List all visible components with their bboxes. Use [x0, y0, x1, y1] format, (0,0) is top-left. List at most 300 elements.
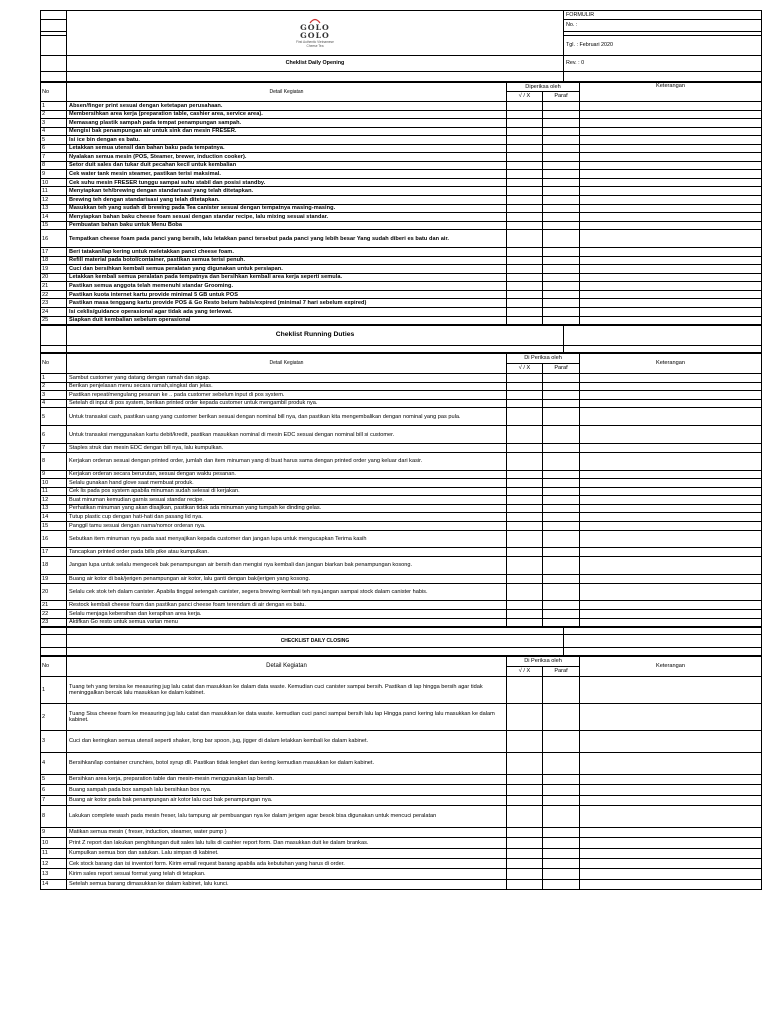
row-activity: Refill material pada botol/container, pastikan semua terisi penuh. [67, 256, 507, 265]
row-paraf-cell[interactable] [543, 704, 580, 731]
row-paraf-cell[interactable] [543, 178, 580, 187]
row-paraf-cell[interactable] [543, 521, 580, 530]
row-paraf-cell[interactable] [543, 316, 580, 325]
row-check-cell[interactable] [507, 548, 543, 557]
row-keterangan-cell[interactable] [580, 574, 762, 583]
row-check-cell[interactable] [507, 307, 543, 316]
row-number: 13 [41, 869, 67, 879]
row-paraf-cell[interactable] [543, 827, 580, 837]
row-keterangan-cell[interactable] [580, 408, 762, 426]
row-check-cell[interactable] [507, 496, 543, 505]
row-number: 18 [41, 256, 67, 265]
row-keterangan-cell[interactable] [580, 119, 762, 128]
row-check-cell[interactable] [507, 273, 543, 282]
row-check-cell[interactable] [507, 610, 543, 619]
row-keterangan-cell[interactable] [580, 827, 762, 837]
row-check-cell[interactable] [507, 196, 543, 205]
row-paraf-cell[interactable] [543, 752, 580, 774]
closing-table [40, 656, 762, 890]
checklist-row [41, 858, 762, 868]
row-paraf-cell[interactable] [543, 127, 580, 136]
row-number: 17 [41, 248, 67, 257]
row-activity: Matikan semua mesin ( freser, induction, steamer, water pump ) [67, 827, 507, 837]
row-keterangan-cell[interactable] [580, 731, 762, 753]
row-keterangan-cell[interactable] [580, 204, 762, 213]
row-keterangan-cell[interactable] [580, 858, 762, 868]
row-keterangan-cell[interactable] [580, 548, 762, 557]
row-keterangan-cell[interactable] [580, 487, 762, 496]
row-number: 19 [41, 265, 67, 274]
row-check-cell[interactable] [507, 119, 543, 128]
row-keterangan-cell[interactable] [580, 618, 762, 627]
checklist-row [41, 213, 762, 222]
row-check-cell[interactable] [507, 827, 543, 837]
checklist-row [41, 307, 762, 316]
checklist-row [41, 187, 762, 196]
checklist-row [41, 452, 762, 470]
row-check-cell[interactable] [507, 452, 543, 470]
row-paraf-cell[interactable] [543, 265, 580, 274]
row-paraf-cell[interactable] [543, 858, 580, 868]
row-keterangan-cell[interactable] [580, 785, 762, 795]
row-check-cell[interactable] [507, 838, 543, 848]
checklist-row [41, 795, 762, 805]
checklist-row [41, 144, 762, 153]
row-paraf-cell[interactable] [543, 307, 580, 316]
row-number: 1 [41, 374, 67, 383]
row-keterangan-cell[interactable] [580, 127, 762, 136]
col-diperiksa: Diperiksa oleh [507, 83, 580, 92]
row-paraf-cell[interactable] [543, 221, 580, 230]
row-paraf-cell[interactable] [543, 838, 580, 848]
row-activity: Cek lis pada pos system apabila minuman sudah selesai di kerjakan. [67, 487, 507, 496]
row-activity: Jangan lupa untuk selalu mengecek bak penampungan air bersih dan mengisi nya kembali dan jangan biarkan bak penampungan kosong. [67, 557, 507, 575]
row-check-cell[interactable] [507, 110, 543, 119]
row-keterangan-cell[interactable] [580, 610, 762, 619]
row-paraf-cell[interactable] [543, 879, 580, 889]
row-number: 21 [41, 601, 67, 610]
row-check-cell[interactable] [507, 178, 543, 187]
row-check-cell[interactable] [507, 752, 543, 774]
row-keterangan-cell[interactable] [580, 470, 762, 479]
logo-line1: GOLO [300, 23, 330, 33]
row-keterangan-cell[interactable] [580, 136, 762, 145]
row-paraf-cell[interactable] [543, 785, 580, 795]
row-paraf-cell[interactable] [543, 557, 580, 575]
row-number: 22 [41, 290, 67, 299]
row-paraf-cell[interactable] [543, 374, 580, 383]
checklist-row [41, 110, 762, 119]
row-paraf-cell[interactable] [543, 273, 580, 282]
doc-rev: Rev. : 0 [564, 56, 762, 72]
row-keterangan-cell[interactable] [580, 144, 762, 153]
checklist-row [41, 230, 762, 248]
row-activity: Lakukan complete wash pada mesin freser, lalu tampung air pembuangan nya ke dalam jerigen agar besok bisa digunakan untuk mencuci peralatan [67, 805, 507, 827]
row-keterangan-cell[interactable] [580, 374, 762, 383]
row-keterangan-cell[interactable] [580, 530, 762, 548]
row-keterangan-cell[interactable] [580, 521, 762, 530]
col-detail: Detail Kegiatan [67, 354, 507, 374]
col-detail: Detail Kegiatan [67, 657, 507, 677]
row-paraf-cell[interactable] [543, 805, 580, 827]
row-number: 13 [41, 504, 67, 513]
row-number: 3 [41, 119, 67, 128]
row-paraf-cell[interactable] [543, 230, 580, 248]
checklist-row [41, 618, 762, 627]
row-keterangan-cell[interactable] [580, 391, 762, 400]
checklist-row [41, 299, 762, 308]
row-check-cell[interactable] [507, 127, 543, 136]
row-check-cell[interactable] [507, 374, 543, 383]
row-check-cell[interactable] [507, 282, 543, 291]
row-activity: Panggil tamu sesuai dengan nama/nomor orderan nya. [67, 521, 507, 530]
row-activity: Selalu menjaga kebersihan dan kerapihan area kerja. [67, 610, 507, 619]
row-activity: Membersihkan area kerja (preparation table, cashier area, service area). [67, 110, 507, 119]
row-check-cell[interactable] [507, 221, 543, 230]
row-keterangan-cell[interactable] [580, 316, 762, 325]
col-paraf: Paraf [543, 667, 580, 677]
checklist-row [41, 496, 762, 505]
row-paraf-cell[interactable] [543, 299, 580, 308]
row-check-cell[interactable] [507, 187, 543, 196]
row-paraf-cell[interactable] [543, 869, 580, 879]
row-check-cell[interactable] [507, 479, 543, 488]
row-keterangan-cell[interactable] [580, 153, 762, 162]
row-keterangan-cell[interactable] [580, 221, 762, 230]
row-number: 3 [41, 731, 67, 753]
row-paraf-cell[interactable] [543, 470, 580, 479]
col-detail: Detail Kegiatan [67, 83, 507, 102]
row-check-cell[interactable] [507, 256, 543, 265]
row-check-cell[interactable] [507, 677, 543, 704]
row-number: 1 [41, 677, 67, 704]
row-paraf-cell[interactable] [543, 601, 580, 610]
row-keterangan-cell[interactable] [580, 504, 762, 513]
checklist-row [41, 256, 762, 265]
row-paraf-cell[interactable] [543, 731, 580, 753]
row-paraf-cell[interactable] [543, 382, 580, 391]
row-paraf-cell[interactable] [543, 610, 580, 619]
row-keterangan-cell[interactable] [580, 444, 762, 453]
row-activity: Isi ceklis/guidance operasional agar tidak ada yang terlewat. [67, 307, 507, 316]
row-keterangan-cell[interactable] [580, 213, 762, 222]
row-check-cell[interactable] [507, 408, 543, 426]
row-check-cell[interactable] [507, 774, 543, 784]
row-activity: Cuci dan keringkan semua utensil seperti shaker, long bar spoon, jug, jigger di dalam letakkan kembali ke dalam kabinet. [67, 731, 507, 753]
col-no: No [41, 354, 67, 374]
row-activity: Aktifkan Go resto untuk semua varian menu [67, 618, 507, 627]
row-keterangan-cell[interactable] [580, 677, 762, 704]
row-check-cell[interactable] [507, 170, 543, 179]
row-number: 4 [41, 399, 67, 408]
row-check-cell[interactable] [507, 618, 543, 627]
row-check-cell[interactable] [507, 299, 543, 308]
row-paraf-cell[interactable] [543, 102, 580, 111]
row-keterangan-cell[interactable] [580, 299, 762, 308]
row-activity: Selalu gunakan hand glove saat membuat produk. [67, 479, 507, 488]
row-keterangan-cell[interactable] [580, 399, 762, 408]
row-activity: Tuang Sisa cheese foam ke measuring jug lalu catat dan masukkan ke data waste. kemudian cuci panci sampai bersih lalu lap Hingga panci kering lalu masukkan ke dalam kabinet. [67, 704, 507, 731]
running-title: Cheklist Running Duties [67, 326, 564, 346]
row-keterangan-cell[interactable] [580, 805, 762, 827]
row-number: 24 [41, 307, 67, 316]
col-no: No [41, 83, 67, 102]
row-paraf-cell[interactable] [543, 399, 580, 408]
row-number: 5 [41, 774, 67, 784]
row-keterangan-cell[interactable] [580, 583, 762, 601]
row-number: 2 [41, 382, 67, 391]
row-keterangan-cell[interactable] [580, 161, 762, 170]
row-paraf-cell[interactable] [543, 426, 580, 444]
checklist-row [41, 127, 762, 136]
row-check-cell[interactable] [507, 470, 543, 479]
row-activity: Menyiapkan bahan baku cheese foam sesuai dengan standar recipe, lalu mixing sesuai standar. [67, 213, 507, 222]
running-table [40, 353, 762, 627]
row-check-cell[interactable] [507, 848, 543, 858]
row-paraf-cell[interactable] [543, 144, 580, 153]
row-activity: Kerjakan orderan secara berurutan, sesuai dengan waktu pesanan. [67, 470, 507, 479]
row-check-cell[interactable] [507, 601, 543, 610]
row-activity: Brewing teh dengan standarisasi yang telah ditetapkan. [67, 196, 507, 205]
row-activity: Cek stock barang dan isi inventori form. Kirim email request barang apabila ada kebutuhan yang harus di order. [67, 858, 507, 868]
row-paraf-cell[interactable] [543, 774, 580, 784]
row-number: 4 [41, 752, 67, 774]
checklist-row [41, 265, 762, 274]
row-check-cell[interactable] [507, 444, 543, 453]
row-paraf-cell[interactable] [543, 119, 580, 128]
row-check-cell[interactable] [507, 161, 543, 170]
checklist-row [41, 374, 762, 383]
row-paraf-cell[interactable] [543, 574, 580, 583]
row-keterangan-cell[interactable] [580, 479, 762, 488]
row-keterangan-cell[interactable] [580, 704, 762, 731]
row-keterangan-cell[interactable] [580, 248, 762, 257]
row-keterangan-cell[interactable] [580, 452, 762, 470]
row-keterangan-cell[interactable] [580, 307, 762, 316]
row-paraf-cell[interactable] [543, 487, 580, 496]
row-check-cell[interactable] [507, 290, 543, 299]
row-paraf-cell[interactable] [543, 256, 580, 265]
row-keterangan-cell[interactable] [580, 178, 762, 187]
row-number: 21 [41, 282, 67, 291]
row-check-cell[interactable] [507, 136, 543, 145]
row-keterangan-cell[interactable] [580, 426, 762, 444]
row-keterangan-cell[interactable] [580, 290, 762, 299]
row-paraf-cell[interactable] [543, 282, 580, 291]
row-keterangan-cell[interactable] [580, 196, 762, 205]
row-check-cell[interactable] [507, 504, 543, 513]
row-check-cell[interactable] [507, 230, 543, 248]
row-activity: Cek water tank mesin steamer, pastikan terisi maksimal. [67, 170, 507, 179]
row-check-cell[interactable] [507, 487, 543, 496]
row-paraf-cell[interactable] [543, 196, 580, 205]
checklist-row [41, 170, 762, 179]
row-paraf-cell[interactable] [543, 444, 580, 453]
row-activity: Menyiapkan teh/brewing dengan standarisasi yang telah ditetapkan. [67, 187, 507, 196]
row-check-cell[interactable] [507, 795, 543, 805]
checklist-row [41, 178, 762, 187]
formulir-label: FORMULIR [564, 11, 762, 20]
row-keterangan-cell[interactable] [580, 273, 762, 282]
row-paraf-cell[interactable] [543, 136, 580, 145]
row-paraf-cell[interactable] [543, 452, 580, 470]
row-check-cell[interactable] [507, 574, 543, 583]
row-keterangan-cell[interactable] [580, 265, 762, 274]
row-check-cell[interactable] [507, 248, 543, 257]
row-paraf-cell[interactable] [543, 583, 580, 601]
row-check-cell[interactable] [507, 153, 543, 162]
row-keterangan-cell[interactable] [580, 601, 762, 610]
row-activity: Nyalakan semua mesin (POS, Steamer, brewer, induction cooker). [67, 153, 507, 162]
row-keterangan-cell[interactable] [580, 879, 762, 889]
row-paraf-cell[interactable] [543, 110, 580, 119]
row-check-cell[interactable] [507, 399, 543, 408]
row-paraf-cell[interactable] [543, 530, 580, 548]
checklist-row [41, 102, 762, 111]
row-keterangan-cell[interactable] [580, 256, 762, 265]
row-activity: Staples struk dan mesin EDC dengan bill nya, lalu kumpulkan. [67, 444, 507, 453]
row-check-cell[interactable] [507, 557, 543, 575]
row-number: 16 [41, 530, 67, 548]
row-keterangan-cell[interactable] [580, 102, 762, 111]
row-check-cell[interactable] [507, 869, 543, 879]
row-number: 11 [41, 187, 67, 196]
row-check-cell[interactable] [507, 426, 543, 444]
row-check-cell[interactable] [507, 731, 543, 753]
row-check-cell[interactable] [507, 513, 543, 522]
row-check-cell[interactable] [507, 213, 543, 222]
row-activity: Buang air kotor pada bak penampungan air kotor lalu cuci bak penampungan nya. [67, 795, 507, 805]
row-paraf-cell[interactable] [543, 248, 580, 257]
row-check-cell[interactable] [507, 382, 543, 391]
checklist-row [41, 677, 762, 704]
row-number: 6 [41, 426, 67, 444]
row-activity: Mengisi bak penampungan air untuk sink dan mesin FRESER. [67, 127, 507, 136]
row-paraf-cell[interactable] [543, 677, 580, 704]
row-paraf-cell[interactable] [543, 187, 580, 196]
row-number: 7 [41, 153, 67, 162]
row-activity: Tuang teh yang tersisa ke measuring jug lalu catat dan masukkan ke dalam data waste. Kemudian cuci canister sampai bersih. Pastikan di lap hingga bersih agar tidak meninggalkan bercak lalu masukkan ke dalam kabinet. [67, 677, 507, 704]
row-activity: Pastikan repeat/mengulang pesanan ke .. pada customer sebelum input di pos system. [67, 391, 507, 400]
row-check-cell[interactable] [507, 879, 543, 889]
row-activity: Restock kembali cheese foam dan pastikan panci cheese foam terendam di air dengan es batu. [67, 601, 507, 610]
row-keterangan-cell[interactable] [580, 848, 762, 858]
row-activity: Print Z report dan lakukan penghitungan duit sales lalu tulis di cashier report form. Dan masukkan duit ke dalam brankas. [67, 838, 507, 848]
row-check-cell[interactable] [507, 583, 543, 601]
row-number: 15 [41, 221, 67, 230]
checklist-row [41, 574, 762, 583]
row-check-cell[interactable] [507, 530, 543, 548]
row-number: 10 [41, 838, 67, 848]
row-number: 2 [41, 110, 67, 119]
row-activity: Buang sampah pada box sampah lalu bersihkan box nya. [67, 785, 507, 795]
row-activity: Buat minuman kemudian garnis sesuai standar recipe. [67, 496, 507, 505]
row-keterangan-cell[interactable] [580, 110, 762, 119]
row-check-cell[interactable] [507, 704, 543, 731]
row-activity: Masukkan teh yang sudah di brewing pada Tea canister sesuai dengan tempatnya masing-masing. [67, 204, 507, 213]
row-paraf-cell[interactable] [543, 504, 580, 513]
row-keterangan-cell[interactable] [580, 282, 762, 291]
row-paraf-cell[interactable] [543, 391, 580, 400]
row-keterangan-cell[interactable] [580, 230, 762, 248]
row-number: 6 [41, 144, 67, 153]
row-paraf-cell[interactable] [543, 170, 580, 179]
row-paraf-cell[interactable] [543, 618, 580, 627]
row-check-cell[interactable] [507, 391, 543, 400]
row-paraf-cell[interactable] [543, 496, 580, 505]
row-check-cell[interactable] [507, 785, 543, 795]
row-number: 8 [41, 452, 67, 470]
row-keterangan-cell[interactable] [580, 838, 762, 848]
col-no: No [41, 657, 67, 677]
checklist-row [41, 382, 762, 391]
row-number: 18 [41, 557, 67, 575]
row-keterangan-cell[interactable] [580, 795, 762, 805]
row-paraf-cell[interactable] [543, 513, 580, 522]
row-number: 5 [41, 136, 67, 145]
row-keterangan-cell[interactable] [580, 170, 762, 179]
row-keterangan-cell[interactable] [580, 869, 762, 879]
row-number: 23 [41, 299, 67, 308]
row-keterangan-cell[interactable] [580, 513, 762, 522]
row-number: 15 [41, 521, 67, 530]
row-keterangan-cell[interactable] [580, 187, 762, 196]
row-paraf-cell[interactable] [543, 161, 580, 170]
row-check-cell[interactable] [507, 316, 543, 325]
logo-cell [67, 11, 564, 56]
row-keterangan-cell[interactable] [580, 382, 762, 391]
row-keterangan-cell[interactable] [580, 774, 762, 784]
row-check-cell[interactable] [507, 144, 543, 153]
col-keterangan: Keterangan [580, 657, 762, 677]
doc-date: Tgl. : Februari 2020 [564, 36, 762, 56]
row-check-cell[interactable] [507, 102, 543, 111]
row-paraf-cell[interactable] [543, 290, 580, 299]
row-activity: Tempatkan cheese foam pada panci yang bersih, lalu letakkan panci tersebut pada panci yang lebih besar Yang sudah diberi es batu dan air. [67, 230, 507, 248]
row-number: 11 [41, 848, 67, 858]
row-keterangan-cell[interactable] [580, 752, 762, 774]
row-keterangan-cell[interactable] [580, 496, 762, 505]
row-activity: Perhatikan minuman yang akan disajikan, pastikan tidak ada minuman yang tumpah ke dinding gelas. [67, 504, 507, 513]
row-paraf-cell[interactable] [543, 479, 580, 488]
row-activity: Beri tatakan/lap kering untuk meletakkan panci cheese foam. [67, 248, 507, 257]
row-paraf-cell[interactable] [543, 204, 580, 213]
row-check-cell[interactable] [507, 265, 543, 274]
checklist-row [41, 399, 762, 408]
row-check-cell[interactable] [507, 858, 543, 868]
checklist-row [41, 879, 762, 889]
row-check-cell[interactable] [507, 521, 543, 530]
row-number: 22 [41, 610, 67, 619]
row-paraf-cell[interactable] [543, 153, 580, 162]
row-activity: Pastikan masa tenggang kartu provide POS & Go Resto belum habis/expired (minimal 7 hari sebelum expired) [67, 299, 507, 308]
checklist-row [41, 479, 762, 488]
closing-title: CHECKLIST DAILY CLOSING [67, 635, 564, 648]
row-activity: Letakkan kembali semua peralatan pada tempatnya dan bersihkan kembali area kerja seperti semula. [67, 273, 507, 282]
row-check-cell[interactable] [507, 204, 543, 213]
row-paraf-cell[interactable] [543, 795, 580, 805]
logo-tagline: First Authentic Vietnamese [296, 39, 334, 44]
row-check-cell[interactable] [507, 805, 543, 827]
row-paraf-cell[interactable] [543, 848, 580, 858]
checklist-sheet [40, 10, 761, 890]
checklist-row [41, 273, 762, 282]
row-paraf-cell[interactable] [543, 213, 580, 222]
running-title-block [40, 325, 762, 353]
row-keterangan-cell[interactable] [580, 557, 762, 575]
row-paraf-cell[interactable] [543, 548, 580, 557]
row-paraf-cell[interactable] [543, 408, 580, 426]
